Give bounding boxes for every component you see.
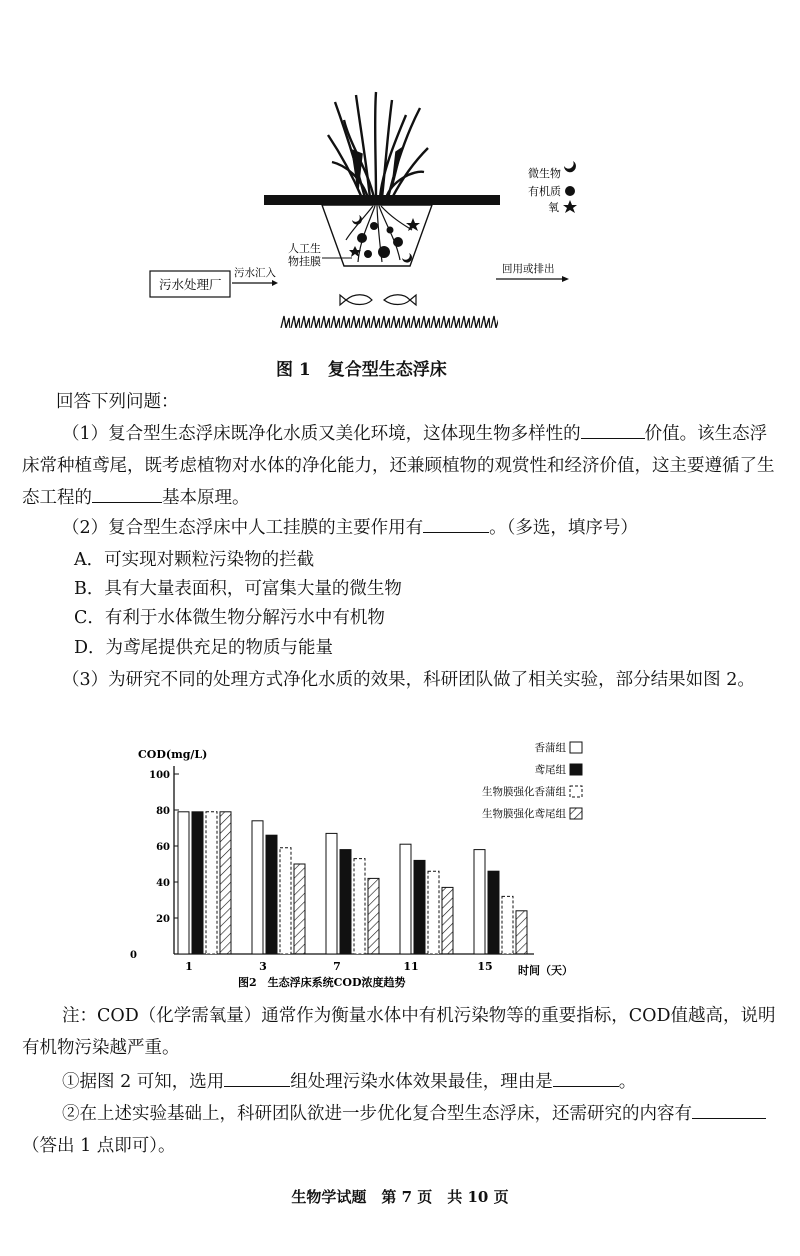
fish-icons (340, 295, 416, 305)
intro-text: 回答下列问题： (56, 392, 179, 412)
bar-hatched-day-15 (516, 911, 527, 954)
bar-dashed-day-7 (354, 859, 365, 954)
legend-label-hatched: 生物膜强化鸢尾组 (482, 808, 566, 820)
sub1-part2: 组处理污染水体效果最佳，理由是 (290, 1072, 553, 1092)
bar-dashed-day-3 (280, 848, 291, 954)
bar-white-day-3 (252, 821, 263, 954)
sub2-blank[interactable] (692, 1100, 766, 1119)
bar-hatched-day-11 (442, 887, 453, 954)
inflow-label: 污水汇入 (234, 267, 276, 279)
option-d: D．为鸢尾提供充足的物质与能量 (74, 638, 334, 658)
bar-white-day-15 (474, 850, 485, 954)
treatment-plant-label: 污水处理厂 (159, 277, 222, 292)
floating-bar (264, 195, 500, 205)
y-tick-label: 20 (156, 914, 170, 925)
option-b: B．具有大量表面积，可富集大量的微生物 (74, 579, 402, 599)
oxygen-icon (563, 200, 577, 213)
membrane-label-line1: 人工生 (288, 242, 321, 255)
legend-swatch-hatched (570, 808, 582, 819)
bottom-vegetation (280, 315, 498, 329)
outflow-label: 回用或排出 (502, 263, 555, 275)
y-tick-label: 60 (156, 842, 170, 853)
legend-swatch-white (570, 742, 582, 753)
y-tick-label: 40 (156, 878, 170, 889)
sub-question-2 (22, 1098, 782, 1162)
q1-part3: 基本原理。 (162, 488, 250, 508)
sub1-part1: ①据图 2 可知，选用 (62, 1072, 225, 1092)
q1-blank-2[interactable] (92, 484, 162, 503)
legend-label-white: 香蒲组 (534, 742, 566, 754)
note-text: 注：COD（化学需氧量）通常作为衡量水体中有机污染物等的重要指标，COD值越高，说明有机物污染越严重。 (22, 1006, 776, 1058)
bar-dashed-day-1 (206, 812, 217, 954)
option-c: C．有利于水体微生物分解污水中有机物 (74, 608, 385, 628)
q2-blank[interactable] (423, 514, 489, 533)
bar-black-day-3 (266, 835, 277, 954)
sub2-part2: （答出 1 点即可）。 (22, 1136, 176, 1156)
x-tick-label: 3 (259, 960, 267, 973)
membrane-label-line2: 物挂膜 (288, 255, 321, 268)
bar-white-day-11 (400, 844, 411, 954)
organic-icon (565, 186, 575, 196)
bar-hatched-day-7 (368, 878, 379, 954)
figure-2-chart (130, 728, 610, 992)
x-tick-label: 11 (403, 960, 419, 973)
q2-part2: 。（多选，填序号） (489, 518, 638, 538)
bar-black-day-1 (192, 812, 203, 954)
x-tick-label: 7 (333, 960, 341, 973)
figure-1-caption: 图 1 复合型生态浮床 (276, 360, 447, 380)
sub2-part1: ②在上述实验基础上，科研团队欲进一步优化复合型生态浮床，还需研究的内容有 (62, 1104, 692, 1124)
q1-blank-1[interactable] (581, 420, 645, 439)
option-a: A．可实现对颗粒污染物的拦截 (74, 550, 315, 570)
y-tick-label: 80 (156, 806, 170, 817)
question-1 (22, 418, 782, 514)
chart-xlabel: 时间（天） (518, 964, 573, 977)
q1-part2: 价值。该生态浮床常种植鸢尾，既考虑植物对水体的净化能力，还兼顾植物的观赏性和经济价值，这主要遵循了生态工程的 (22, 424, 775, 508)
sub-question-1 (22, 1066, 782, 1098)
q1-part1: （1）复合型生态浮床既净化水质又美化环境，这体现生物多样性的 (62, 424, 581, 444)
y-tick-label: 100 (149, 770, 170, 781)
q2-part1: （2）复合型生态浮床中人工挂膜的主要作用有 (62, 518, 424, 538)
sub1-part3: 。 (618, 1072, 637, 1092)
question-3: （3）为研究不同的处理方式净化水质的效果，科研团队做了相关实验，部分结果如图 2。 (62, 670, 755, 690)
legend-oxygen-label: 氧 (548, 201, 559, 214)
bar-hatched-day-1 (220, 812, 231, 954)
page-footer: 生物学试题 第 7 页 共 10 页 (291, 1188, 509, 1206)
bar-black-day-11 (414, 860, 425, 954)
legend-organic-label: 有机质 (528, 185, 561, 198)
bar-dashed-day-15 (502, 896, 513, 954)
x-tick-label: 15 (477, 960, 493, 973)
bar-black-day-7 (340, 850, 351, 954)
iris-plant (328, 92, 428, 198)
x-tick-label: 1 (185, 960, 193, 973)
legend-swatch-dashed (570, 786, 582, 797)
chart-title: 图2 生态浮床系统COD浓度趋势 (238, 976, 406, 989)
bar-dashed-day-11 (428, 871, 439, 954)
question-2 (22, 512, 782, 544)
bar-white-day-7 (326, 833, 337, 954)
y-tick-label: 0 (130, 950, 137, 961)
sub1-blank-2[interactable] (553, 1068, 619, 1087)
legend-swatch-black (570, 764, 582, 775)
microbe-icon (564, 161, 576, 172)
legend-label-black: 鸢尾组 (534, 764, 566, 776)
legend-microbe-label: 微生物 (528, 167, 561, 180)
legend-label-dashed: 生物膜强化香蒲组 (482, 786, 566, 798)
chart-ylabel: COD(mg/L) (138, 748, 208, 761)
sub1-blank-1[interactable] (224, 1068, 290, 1087)
bar-black-day-15 (488, 871, 499, 954)
bar-white-day-1 (178, 812, 189, 954)
bar-hatched-day-3 (294, 864, 305, 954)
figure-1-diagram (130, 90, 730, 345)
